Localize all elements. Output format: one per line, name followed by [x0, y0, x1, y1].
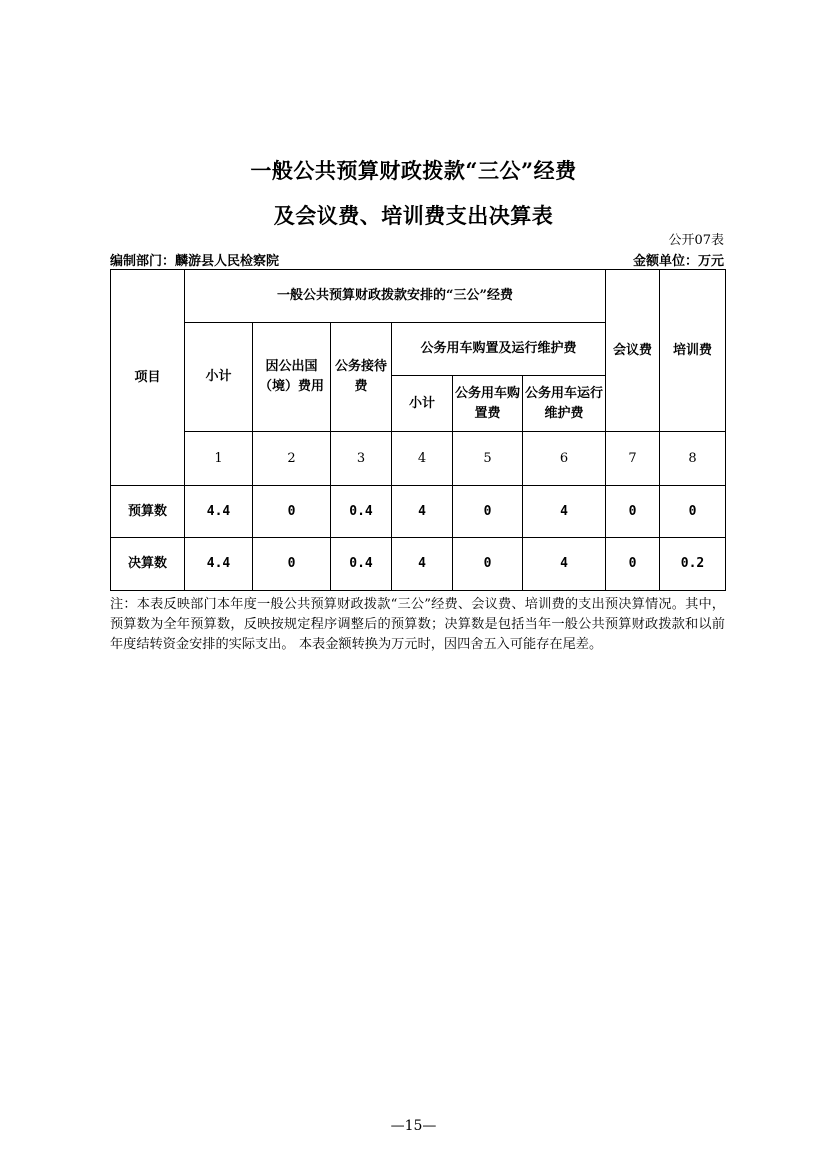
table-cell: 4.4 [185, 538, 253, 591]
table-row-final [111, 538, 726, 591]
header-vehicle-operation: 公务用车运行维护费 [523, 376, 606, 432]
header-vehicle-purchase: 公务用车购置费 [453, 376, 523, 432]
column-number: 2 [253, 432, 331, 486]
table-cell: 0 [453, 486, 523, 538]
column-number: 3 [331, 432, 392, 486]
header-abroad-fee: 因公出国（境）费用 [253, 323, 331, 432]
page-title-line-1: 一般公共预算财政拨款“三公”经费 [250, 158, 577, 183]
table-cell: 4 [523, 486, 606, 538]
unit-label: 金额单位：万元 [632, 254, 724, 269]
table-cell: 4 [392, 538, 453, 591]
expenditure-table [110, 269, 726, 591]
column-number: 7 [606, 432, 660, 486]
column-number: 6 [523, 432, 606, 486]
table-cell: 0 [660, 486, 726, 538]
row-label: 预算数 [111, 486, 185, 538]
table-cell: 0 [453, 538, 523, 591]
table-cell: 0 [606, 538, 660, 591]
header-three-public-group: 一般公共预算财政拨款安排的“三公”经费 [185, 270, 606, 323]
table-cell: 4 [392, 486, 453, 538]
column-number: 5 [453, 432, 523, 486]
column-number: 8 [660, 432, 726, 486]
table-cell: 0 [253, 486, 331, 538]
table-cell: 0 [253, 538, 331, 591]
department-label: 编制部门：麟游县人民检察院 [110, 254, 280, 269]
form-number: 公开07表 [668, 233, 724, 248]
table-cell: 0 [606, 486, 660, 538]
column-number: 4 [392, 432, 453, 486]
header-vehicle-group: 公务用车购置及运行维护费 [392, 323, 606, 376]
table-cell: 0.4 [331, 486, 392, 538]
header-subtotal: 小计 [185, 323, 253, 432]
column-number: 1 [185, 432, 253, 486]
header-meeting-fee: 会议费 [606, 270, 660, 432]
table-cell: 4.4 [185, 486, 253, 538]
table-row-budget [111, 486, 726, 538]
table-note: 注：本表反映部门本年度一般公共预算财政拨款“三公”经费、会议费、培训费的支出预决算情况。其中，预算数为全年预算数，反映按规定程序调整后的预算数；决算数是包括当年一般公共预算财政拨款和以前年度结转资金安排的实际支出。 本表金额转换为万元时，因四舍五入可能存在尾差。 [110, 597, 725, 652]
header-training-fee: 培训费 [660, 270, 726, 432]
header-reception-fee: 公务接待费 [331, 323, 392, 432]
header-item: 项目 [111, 270, 185, 486]
row-label: 决算数 [111, 538, 185, 591]
table-cell: 0.4 [331, 538, 392, 591]
page-number: —15— [390, 1118, 437, 1134]
header-vehicle-subtotal: 小计 [392, 376, 453, 432]
table-cell: 4 [523, 538, 606, 591]
table-cell: 0.2 [660, 538, 726, 591]
page-title-line-2: 及会议费、培训费支出决算表 [273, 203, 554, 228]
